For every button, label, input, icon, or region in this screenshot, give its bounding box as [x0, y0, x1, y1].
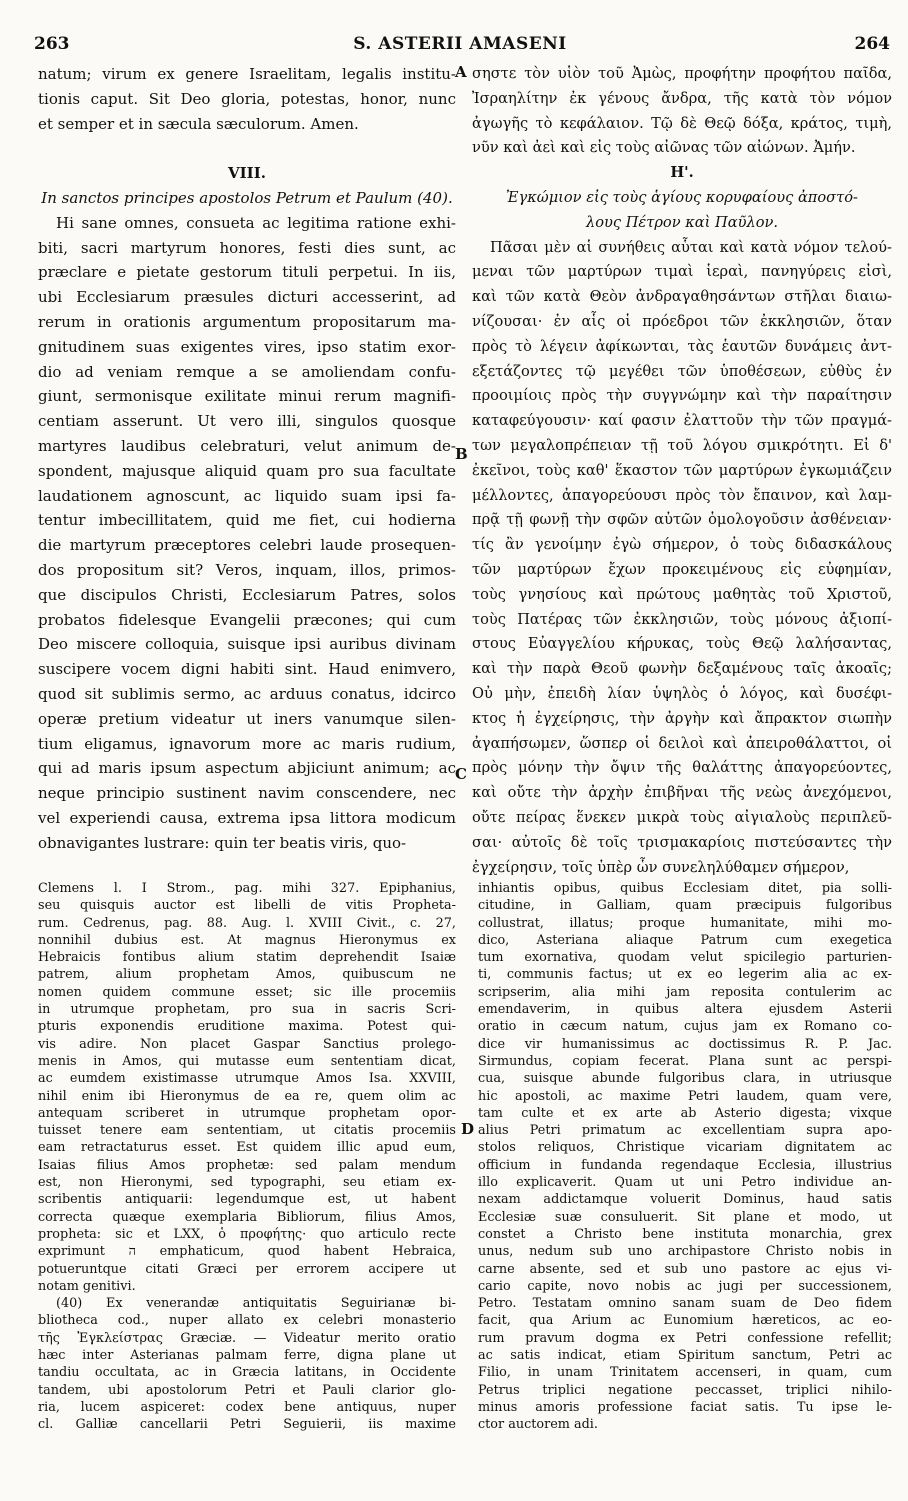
latin-text-line: Deo miscere colloquia, suisque ipsi auribus divinam [38, 635, 456, 654]
latin-text-line: neque principio sustinent navim conscendere, nec [38, 784, 456, 803]
latin-text-line: qui ad maris ipsum aspectum abjiciunt animum; ac [38, 759, 456, 778]
page-number-right: 264 [854, 34, 890, 54]
footnote-left-line: τῆς Ἐγκλείστρας Græciæ. — Videatur merito oratio [38, 1330, 456, 1346]
footnote-left-line: antequam scriberet in utrumque prophetam opor- [38, 1105, 456, 1121]
footnote-right-line: cario capite, novo nobis ac jugi per successionem, [478, 1278, 892, 1294]
margin-letter-a: A [455, 63, 467, 81]
footnote-left-line: rum. Cedrenus, pag. 88. Aug. l. XVIII Civit., c. 27, [38, 915, 456, 931]
footnote-left-line: nonnihil dubius est. At magnus Hieronymus ex [38, 932, 456, 948]
greek-text-line: Πᾶσαι μὲν αἱ συνήθεις αὗται καὶ κατὰ νόμον τελού- [490, 238, 892, 256]
footnote-right-line: officium in fundanda regendaque Ecclesia, illustrius [478, 1157, 892, 1173]
footnote-right-line: tam culte et ex arte ab Asterio digesta; vixque [478, 1105, 892, 1121]
footnote-right-line: oratio in cæcum natum, cujus jam ex Romano co- [478, 1019, 892, 1035]
latin-text-line: probatos fidelesque Evangelii præcones; qui cum [38, 610, 456, 629]
footnote-left-line: Hebraicis fontibus alium statim deprehendit Isaiæ [38, 950, 456, 966]
footnote-right-line: carne absente, sed et sub uno pastore ac ejus vi- [478, 1261, 892, 1277]
footnote-left-line: exprimunt ה emphaticum, quod habent Hebraica, [38, 1244, 456, 1260]
footnote-left-line: scribentis antiquarii: legendumque est, ut habent [38, 1192, 456, 1208]
latin-text-line: tionis caput. Sit Deo gloria, potestas, honor, nunc [38, 89, 456, 108]
footnote-right-line: Petro. Testatam omnino sanam suam de Deo fidem [478, 1296, 892, 1312]
latin-text-line: martyres laudibus celebraturi, velut animum de- [38, 436, 456, 455]
latin-text-line: Hi sane omnes, consueta ac legitima ratione exhi- [56, 213, 456, 232]
greek-text-line: καὶ οὔτε τὴν ἀρχὴν ἐπιβῆναι τῆς νεὼς ἀνεχόμενοι, [472, 784, 892, 802]
latin-text-line: gnitudinem suas exigentes vires, ipso statim exor- [38, 337, 456, 356]
greek-text-line: Ἐγκώμιον εἰς τοὺς ἁγίους κορυφαίους ἀποστό- [506, 188, 858, 206]
greek-text-line: τοὺς γνησίους καὶ πρώτους μαθητὰς τοῦ Χριστοῦ, [472, 585, 892, 603]
footnote-right-line: Petrus triplici negatione peccasset, triplici nihilo- [478, 1382, 892, 1398]
latin-text-line: tium eligamus, ignavorum more ac maris rudium, [38, 734, 456, 753]
footnote-right-line: scripserim, alia mihi jam reposita contulerim ac [478, 984, 892, 1000]
greek-text-line: μέλλοντες, ἀπαγορεύουσι πρὸς τὸν ἔπαινον, καὶ λαμ- [472, 486, 892, 504]
latin-text-line: die martyrum præceptores celebri laude prosequen- [38, 536, 456, 555]
latin-text-line: biti, sacri martyrum honores, festi dies sunt, ac [38, 238, 456, 257]
greek-text-line: πρὸς μόνην τὴν ὄψιν τῆς θαλάττης ἀπαγορεύοντες, [472, 759, 892, 777]
running-title: S. ASTERII AMASENI [353, 34, 567, 54]
footnote-right-column [478, 880, 892, 1470]
footnote-left-line: propheta: sic et LXX, ὁ προφήτης· quo articulo recte [38, 1226, 456, 1242]
footnote-left-line: nomen quidem commune esset; sic ille procemiis [38, 984, 456, 1000]
greek-text-line: Ἰσραηλίτην ἐκ γένους ἄνδρα, τῆς κατὰ τὸν νόμον [472, 89, 892, 107]
latin-text-line: quod sit sublimis sermo, ac arduus conatus, idcirco [38, 684, 456, 703]
greek-text-line: κτος ἡ ἐγχείρησις, τὴν ἀργὴν καὶ ἄπρακτον σιωπὴν [472, 709, 892, 727]
footnote-right-line: hic apostoli, ac maxime Petri laudem, quam vere, [478, 1088, 892, 1104]
latin-text-line: laudationem agnoscunt, ac liquido suam ipsi fa- [38, 486, 456, 505]
footnote-right-line: Sirmundus, copiam fecerat. Plana sunt ac perspi- [478, 1053, 892, 1069]
footnote-left-line: menis in Amos, qui mutasse eum sententiam dicat, [38, 1053, 456, 1069]
footnote-left-line: bliotheca cod., nuper allato ex celebri monasterio [38, 1313, 456, 1329]
latin-text-line [38, 136, 456, 161]
latin-text-line: rerum in orationis argumentum propositarum ma- [38, 312, 456, 331]
footnote-right-line: stolos reliquos, Christique vicariam dignitatem ac [478, 1140, 892, 1156]
greek-text-line: τίς ἂν γενοίμην ἐγὼ σήμερον, ὁ τοὺς διδασκάλους [472, 536, 892, 554]
footnote-left-line: ria, lucem aspiceret: codex bene antiquus, nuper [38, 1399, 456, 1415]
latin-text-line: vel experiendi causa, extrema ipsa littora modicum [38, 808, 456, 827]
footnote-left-line: nihil enim ibi Hieronymus de ea re, quem olim ac [38, 1088, 456, 1104]
page-number-left: 263 [34, 34, 70, 54]
footnote-right-line: alius Petri primatum ac excellentiam supra apo- [478, 1123, 892, 1139]
footnote-right-line: cua, suisque abunde fulgoribus clara, in utriusque [478, 1071, 892, 1087]
greek-text-line: νίζουσαι· ἐν αἷς οἱ πρόεδροι τῶν ἐκκλησιῶν, ὅταν [472, 312, 892, 330]
footnote-right-line: nexam addictamque voluerit Dominus, haud satis [478, 1192, 892, 1208]
greek-text-line: ἐκεῖνοι, τοὺς καθ' ἕκαστον τῶν μαρτύρων ἐγκωμιάζειν [472, 461, 892, 479]
greek-text-line: νῦν καὶ ἀεὶ καὶ εἰς τοὺς αἰῶνας τῶν αἰώνων. Ἀμήν. [472, 139, 856, 157]
latin-text-line: præclare e pietate gestorum tituli perpetui. In iis, [38, 263, 456, 282]
footnote-left-line: tandiu occultata, ac in Græcia latitans, in Occidente [38, 1365, 456, 1381]
greek-text-line: Η'. [670, 164, 694, 182]
footnote-right-line: Filio, in unam Trinitatem accenseri, in quam, cum [478, 1365, 892, 1381]
footnote-left-line: patrem, alium prophetam Amos, quibuscum ne [38, 967, 456, 983]
footnote-right-line: constet a Christo bene instituta monarchia, grex [478, 1226, 892, 1242]
page-header [30, 34, 890, 60]
footnote-left-line: tandem, ubi apostolorum Petri et Pauli clarior glo- [38, 1382, 456, 1398]
footnote-left-column [38, 880, 456, 1470]
latin-text-line: obnavigantes lustrare: quin ter beatis viris, quo- [38, 833, 407, 852]
footnote-right-line: citudine, in Galliam, quam præcipuis fulgoribus [478, 898, 892, 914]
footnote-right-line: ctor auctorem adi. [478, 1417, 598, 1433]
latin-text-line: In sanctos principes apostolos Petrum et Paulum (40). [41, 188, 453, 207]
latin-text-line: dos propositum sit? Veros, inquam, illos, primos- [38, 560, 456, 579]
footnote-left-line: (40) Ex venerandæ antiquitatis Seguirianæ bi- [56, 1296, 456, 1312]
latin-text-line: natum; virum ex genere Israelitam, legalis institu- [38, 65, 456, 83]
greek-text-line: καταφεύγουσιν· καί φασιν ἐλαττοῦν τὴν τῶν πραγμά- [472, 412, 892, 430]
footnote-right-line: collustrat, illatus; proque humanitate, mihi mo- [478, 915, 892, 931]
greek-text-column [472, 62, 892, 876]
footnote-right-line: ac satis indicat, etiam Spiritum sanctum, Petri ac [478, 1348, 892, 1364]
latin-text-line: tentur imbecillitatem, quid me fiet, cui hodierna [38, 511, 456, 530]
greek-text-line: των μεγαλοπρέπειαν τῇ τοῦ λόγου σμικρότητι. Εἰ δ' [472, 436, 892, 454]
footnote-right-line: dico, Asteriana aliaque Patrum cum exegetica [478, 932, 892, 948]
latin-text-line: giunt, sermonisque exilitate minui rerum magnifi- [38, 387, 456, 406]
footnote-left-line: correcta quæque exemplaria Bibliorum, filius Amos, [38, 1209, 456, 1225]
greek-text-line: πρὸς τὸ λέγειν ἀφίκωνται, τὰς ἑαυτῶν δυνάμεις ἀντ- [472, 337, 892, 355]
greek-text-line: ἀγαπήσωμεν, ὥσπερ οἱ δειλοὶ καὶ ἀπειροθάλαττοι, οἱ [472, 734, 892, 752]
footnote-right-line: ti, communis factus; ut ex eo legerim alia ac ex- [478, 967, 892, 983]
greek-text-line: καὶ τὴν παρὰ Θεοῦ φωνὴν δεξαμένους ταῖς ἀκοαῖς; [472, 660, 892, 678]
latin-text-column [38, 62, 456, 862]
latin-text-line: et semper et in sæcula sæculorum. Amen. [38, 114, 359, 133]
footnote-left-line: ac eumdem existimasse utrumque Amos Isa. XXVIII, [38, 1071, 456, 1087]
footnote-left-line: cl. Galliæ cancellarii Petri Seguierii, iis maxime [38, 1417, 456, 1433]
footnote-right-line: dice vir humanissimus ac doctissimus R. P. Jac. [478, 1036, 892, 1052]
footnote-left-line: pturis exponendis eruditione maxima. Potest qui- [38, 1019, 456, 1035]
latin-text-line: VIII. [228, 164, 266, 183]
latin-text-line: centiam asserunt. Ut vero illi, singulos quosque [38, 412, 456, 431]
footnote-left-line: est, non Hieronymi, sed typographi, seu etiam ex- [38, 1175, 456, 1191]
greek-text-line: μεναι τῶν μαρτύρων τιμαὶ ἱεραὶ, πανηγύρεις εἰσὶ, [472, 263, 892, 281]
margin-letter-d: D [461, 1120, 475, 1138]
greek-text-line: στους Εὐαγγελίου κήρυκας, τοὺς Θεῷ λαλήσαντας, [472, 635, 892, 653]
footnote-left-line: notam genitivi. [38, 1278, 136, 1294]
greek-text-line: σηστε τὸν υἱὸν τοῦ Ἀμὼς, προφήτην προφήτου παῖδα, [472, 65, 892, 82]
footnote-left-line: vis adire. Non placet Gaspar Sanctius prolego- [38, 1036, 456, 1052]
greek-text-line: καὶ τῶν κατὰ Θεὸν ἀνδραγαθησάντων στῆλαι διαιω- [472, 288, 892, 306]
greek-text-line: ἐγχείρησιν, τοῖς ὑπὲρ ὧν συνεληλύθαμεν σήμερον, [472, 858, 850, 876]
margin-letter-b: B [455, 445, 468, 463]
greek-text-line: Οὐ μὴν, ἐπειδὴ λίαν ὑψηλὸς ὁ λόγος, καὶ δυσέφι- [472, 684, 892, 702]
footnote-left-line: Clemens l. I Strom., pag. mihi 327. Epiphanius, [38, 881, 456, 896]
greek-text-line: προοιμίοις πρὸς τὴν συγγνώμην καὶ τὴν παραίτησιν [472, 387, 892, 405]
footnote-right-line: Ecclesiæ suæ consuluerit. Sit plane et modo, ut [478, 1209, 892, 1225]
latin-text-line: dio ad veniam remque a se amoliendam confu- [38, 362, 456, 381]
footnote-right-line: emendaverim, in quibus altera ejusdem Asterii [478, 1002, 892, 1018]
latin-text-line: que discipulos Christi, Ecclesiarum Patres, solos [38, 585, 456, 604]
footnote-left-line: potueruntque citati Græci per errorem accipere ut [38, 1261, 456, 1277]
latin-text-line: suscipere vocem digni habiti sint. Haud enimvero, [38, 660, 456, 679]
footnote-right-line: tum exornativa, quodam velut spicilegio parturien- [478, 950, 892, 966]
greek-text-line: σαι· αὐτοῖς δὲ τοῖς τρισμακαρίοις πιστεύσαντες τὴν [472, 833, 892, 851]
footnote-left-line: seu quisquis auctor est libelli de vitis Propheta- [38, 898, 456, 914]
footnote-left-line: in utrumque prophetam, pro sua in sacris Scri- [38, 1002, 456, 1018]
greek-text-line: ἀγωγῆς τὸ κεφάλαιον. Τῷ δὲ Θεῷ δόξα, κράτος, τιμὴ, [472, 114, 892, 132]
latin-text-line: spondent, majusque aliquid quam pro sua facultate [38, 461, 456, 480]
greek-text-line: λους Πέτρον καὶ Παῦλον. [585, 213, 778, 231]
footnote-right-line: rum pravum dogma ex Petri confessione refellit; [478, 1330, 892, 1346]
greek-text-line: πρᾷ τῇ φωνῇ τὴν σφῶν αὐτῶν ὁμολογοῦσιν ἀσθένειαν· [472, 511, 892, 529]
footnote-left-line: tuisset tenere eam sententiam, ut citatis procemiis [38, 1123, 456, 1139]
latin-text-line: operæ pretium videatur ut iners vanumque silen- [38, 709, 456, 728]
greek-text-line: τῶν μαρτύρων ἔχων προκειμένους εἰς εὐφημίαν, [472, 560, 892, 578]
footnote-right-line: minus amoris professione faciat satis. Tu ipse le- [478, 1399, 892, 1415]
footnote-right-line: inhiantis opibus, quibus Ecclesiam ditet, pia solli- [478, 881, 892, 896]
footnote-left-line: eam retractaturus esset. Est quidem illic apud eum, [38, 1140, 456, 1156]
greek-text-line: εξετάζοντες τῷ μεγέθει τῶν ὑποθέσεων, εὐθὺς ἐν [472, 362, 892, 380]
footnote-right-line: facit, qua Arium ac Eunomium hæreticos, ac eo- [478, 1313, 892, 1329]
footnote-left-line: Isaias filius Amos prophetæ: sed palam mendum [38, 1157, 456, 1173]
margin-letter-c: C [455, 765, 467, 783]
latin-text-line: ubi Ecclesiarum præsules dicturi accesserint, ad [38, 288, 456, 307]
greek-text-line: τοὺς Πατέρας τῶν ἐκκλησιῶν, τοὺς μόνους ἀξιοπί- [472, 610, 892, 628]
greek-text-line: οὔτε πείρας ἕνεκεν μικρὰ τοὺς αἰγιαλοὺς περιπλεῦ- [472, 808, 892, 826]
footnote-right-line: illo explicaverit. Quam ut uni Petro individue an- [478, 1175, 892, 1191]
footnote-right-line: unus, nedum sub uno archipastore Christo nobis in [478, 1244, 892, 1260]
footnote-left-line: hæc inter Asterianas palmam ferre, digna plane ut [38, 1348, 456, 1364]
